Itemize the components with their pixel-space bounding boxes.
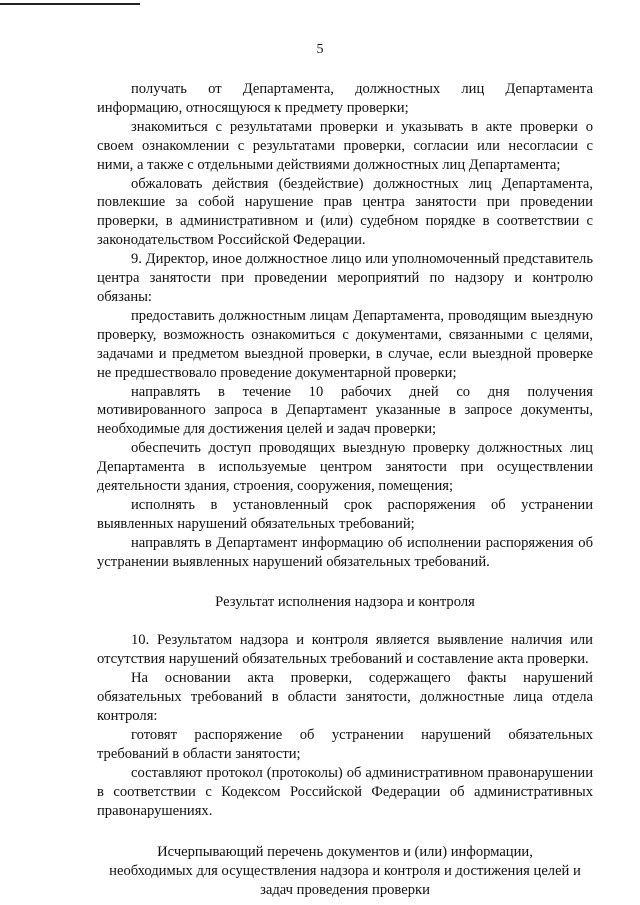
paragraph: составляют протокол (протоколы) об административном правонарушении в соответствии с Кодексом Российской Федерации об административных правонарушениях.	[97, 764, 593, 819]
paragraph: обеспечить доступ проводящих выездную проверку должностных лиц Департамента в используемые центром занятости при осуществлении деятельности здания, строения, сооружения, помещения;	[97, 440, 593, 495]
document-body	[97, 80, 593, 900]
header-rule	[0, 3, 140, 5]
paragraph: исполнять в установленный срок распоряжения об устранении выявленных нарушений обязательных требований;	[97, 496, 593, 532]
paragraph: На основании акта проверки, содержащего факты нарушений обязательных требований в области занятости, должностные лица отдела контроля:	[97, 670, 593, 725]
paragraph: предоставить должностным лицам Департамента, проводящим выездную проверку, возможность ознакомиться с документами, связанными с целями, задачами и предметом выездной проверки, в случае, если выездной проверке не предшествовало проведение документарной проверки;	[97, 307, 593, 381]
paragraph: 10. Результатом надзора и контроля является выявление наличия или отсутствия нарушений обязательных требований и составление акта проверки.	[97, 632, 593, 668]
heading-line: Исчерпывающий перечень документов и (или) информации,	[157, 843, 533, 860]
heading-line: необходимых для осуществления надзора и контроля и достижения целей и	[109, 862, 581, 879]
paragraph: 9. Директор, иное должностное лицо или уполномоченный представитель центра занятости при проведении мероприятий по надзору и контролю обязаны:	[97, 251, 593, 305]
heading-line: задач проведения проверки	[260, 881, 430, 898]
paragraph: готовят распоряжение об устранении нарушений обязательных требований в области занятости;	[97, 727, 593, 762]
paragraph: знакомиться с результатами проверки и указывать в акте проверки о своем ознакомлении с результатами проверки, согласии или несогласии с ними, а также с отдельными действиями должностных лиц Департамента;	[97, 118, 593, 173]
section-title: Результат исполнения надзора и контроля	[215, 593, 475, 610]
paragraph: обжаловать действия (бездействие) должностных лиц Департамента, повлекшие за собой нарушение прав центра занятости при проведении проверки, в административном и (или) судебном порядке в соответствии с законодательством Российской Федерации.	[97, 175, 593, 249]
paragraph: получать от Департамента, должностных лиц Департамента информацию, относящуюся к предмету проверки;	[97, 81, 593, 116]
paragraph: направлять в Департамент информацию об исполнении распоряжения об устранении выявленных нарушений обязательных требований.	[97, 534, 593, 570]
page-number: 5	[316, 42, 324, 57]
section-heading	[97, 843, 593, 900]
paragraph: направлять в течение 10 рабочих дней со дня получения мотивированного запроса в Департамент указанные в запросе документы, необходимые для достижения целей и задач проверки;	[97, 383, 593, 438]
